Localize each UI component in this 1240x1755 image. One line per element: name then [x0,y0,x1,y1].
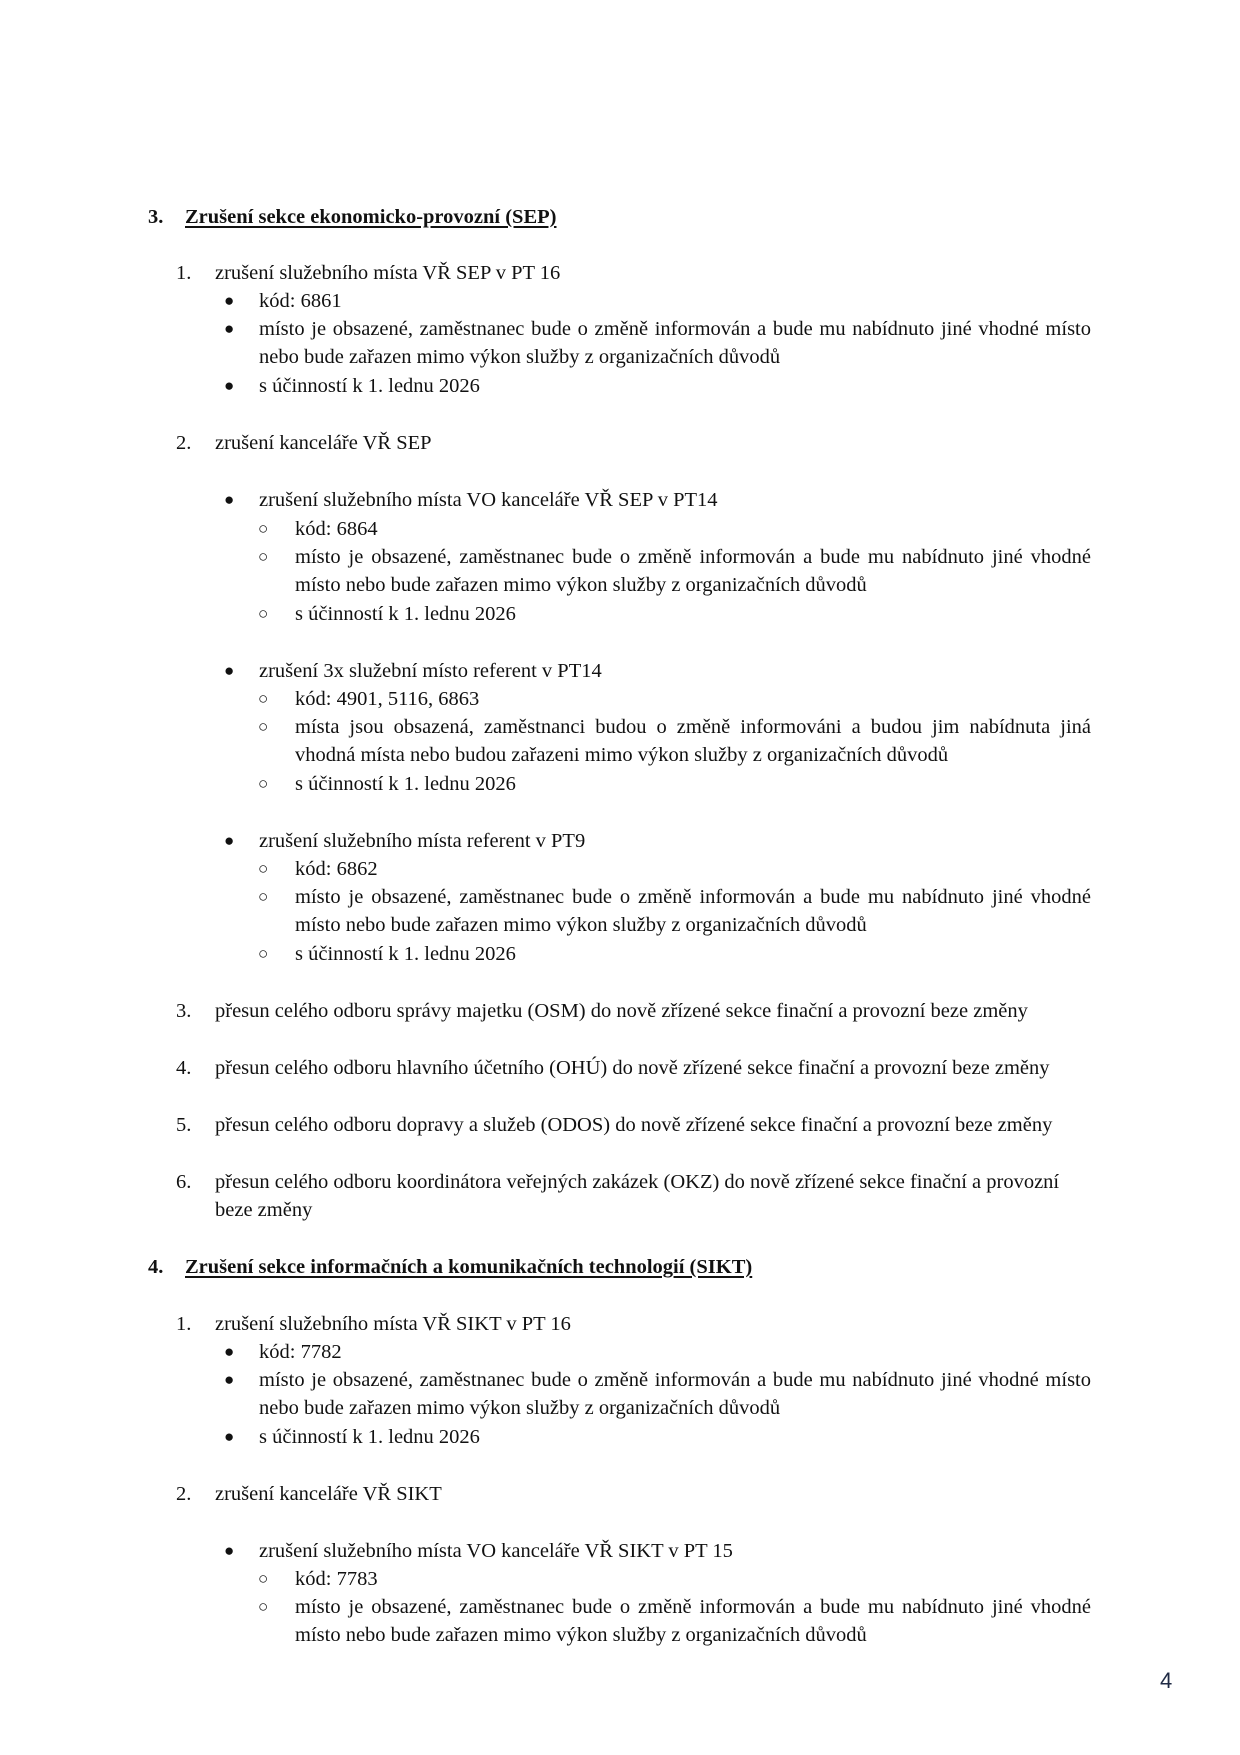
item-text: zrušení služebního místa VŘ SIKT v PT 16 [215,1313,571,1335]
item-number: 2. [176,1483,192,1505]
item-text: zrušení služebního místa VŘ SEP v PT 16 [215,262,561,284]
bullet-text: s účinností k 1. lednu 2026 [259,375,480,397]
bullet-icon: ● [224,1342,235,1361]
subitem-text: kód: 7783 [295,1568,378,1590]
bullet-icon: ● [224,490,235,509]
section-heading [148,203,848,231]
bullet-icon: ● [224,319,235,338]
bullet-text: kód: 6861 [259,290,342,312]
circle-bullet-icon: ○ [258,1597,269,1616]
bullet-text: zrušení služebního místa VO kanceláře VŘ SEP v PT14 [259,489,718,511]
bullet-icon: ● [224,661,235,680]
bullet-text: zrušení služebního místa VO kanceláře VŘ SIKT v PT 15 [259,1540,733,1562]
item-number: 2. [176,432,192,454]
bullet-icon: ● [224,376,235,395]
item-number: 1. [176,1313,192,1335]
subitem-text: kód: 6864 [295,518,378,540]
subitem-text: s účinností k 1. lednu 2026 [295,603,516,625]
subitem-text: s účinností k 1. lednu 2026 [295,773,516,795]
bullet-icon: ● [224,1370,235,1389]
item-text: zrušení kanceláře VŘ SEP [215,432,432,454]
item-text: přesun celého odboru správy majetku (OSM) do nově zřízené sekce finační a provozní beze změny [215,1000,1028,1022]
bullet-text: zrušení 3x služební místo referent v PT14 [259,660,602,682]
section-number: 4. [148,1256,164,1278]
item-text: přesun celého odboru hlavního účetního (OHÚ) do nově zřízené sekce finační a provozní beze změny [215,1057,1050,1079]
circle-bullet-icon: ○ [258,604,269,623]
circle-bullet-icon: ○ [258,774,269,793]
item-number: 5. [176,1114,192,1136]
page-number: 4 [1160,1668,1173,1693]
subitem-text: místo je obsazené, zaměstnanec bude o změně informován a bude mu nabídnuto jiné vhodné místo nebo bude zařazen mimo výkon služby z organizačních důvodů [295,1596,1091,1646]
circle-bullet-icon: ○ [258,547,269,566]
bullet-icon: ● [224,831,235,850]
circle-bullet-icon: ○ [258,1569,269,1588]
bullet-text: místo je obsazené, zaměstnanec bude o změně informován a bude mu nabídnuto jiné vhodné místo nebo bude zařazen mimo výkon služby z organizačních důvodů [259,1369,1091,1419]
bullet-text: zrušení služebního místa referent v PT9 [259,830,586,852]
circle-bullet-icon: ○ [258,859,269,878]
section-heading [148,1253,1048,1281]
item-number: 4. [176,1057,192,1079]
subitem-text: s účinností k 1. lednu 2026 [295,943,516,965]
subitem-text: místo je obsazené, zaměstnanec bude o změně informován a bude mu nabídnuto jiné vhodné místo nebo bude zařazen mimo výkon služby z organizačních důvodů [295,886,1091,936]
item-number: 6. [176,1171,192,1193]
bullet-text: s účinností k 1. lednu 2026 [259,1426,480,1448]
bullet-text: kód: 7782 [259,1341,342,1363]
section-title: Zrušení sekce ekonomicko-provozní (SEP) [185,206,557,228]
subitem-text: kód: 4901, 5116, 6863 [295,688,480,710]
bullet-text: místo je obsazené, zaměstnanec bude o změně informován a bude mu nabídnuto jiné vhodné místo nebo bude zařazen mimo výkon služby z organizačních důvodů [259,318,1091,368]
item-text: přesun celého odboru dopravy a služeb (ODOS) do nově zřízené sekce finační a provozní beze změny [215,1114,1053,1136]
bullet-icon: ● [224,1541,235,1560]
subitem-text: místa jsou obsazená, zaměstnanci budou o změně informováni a budou jim nabídnuta jiná vhodná místa nebo budou zařazeni mimo výkon služby z organizačních důvodů [295,716,1091,766]
item-number: 3. [176,1000,192,1022]
circle-bullet-icon: ○ [258,519,269,538]
subitem-text: místo je obsazené, zaměstnanec bude o změně informován a bude mu nabídnuto jiné vhodné místo nebo bude zařazen mimo výkon služby z organizačních důvodů [295,546,1091,596]
item-number: 1. [176,262,192,284]
bullet-icon: ● [224,291,235,310]
section-title: Zrušení sekce informačních a komunikačních technologií (SIKT) [185,1256,753,1278]
section-number: 3. [148,206,164,228]
subitem-text: kód: 6862 [295,858,378,880]
bullet-icon: ● [224,1427,235,1446]
circle-bullet-icon: ○ [258,887,269,906]
circle-bullet-icon: ○ [258,717,269,736]
circle-bullet-icon: ○ [258,689,269,708]
item-text: přesun celého odboru koordinátora veřejných zakázek (OKZ) do nově zřízené sekce finační a provozní beze změny [215,1171,1060,1221]
item-text: zrušení kanceláře VŘ SIKT [215,1483,442,1505]
circle-bullet-icon: ○ [258,944,269,963]
